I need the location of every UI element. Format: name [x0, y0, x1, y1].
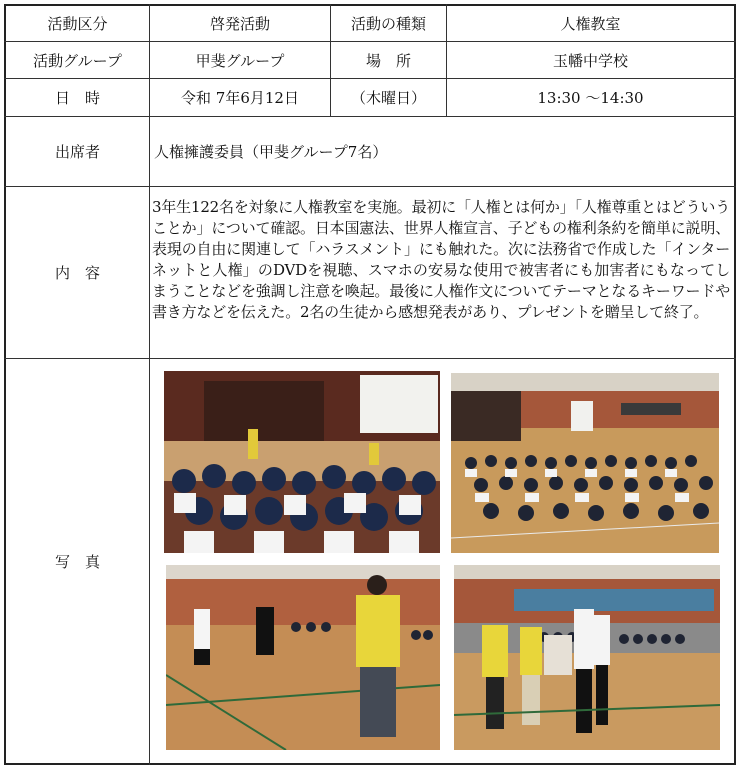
- time-value: 13:30 ～14:30: [537, 89, 644, 107]
- content-label: 内 容: [54, 264, 100, 282]
- group-value: 甲斐グループ: [195, 51, 285, 70]
- group-label: 活動グループ: [33, 51, 122, 70]
- attendees-value: 人権擁護委員（甲斐グループ7名）: [154, 143, 388, 161]
- type-value: 人権教室: [560, 15, 621, 33]
- weekday-value: （木曜日）: [350, 89, 426, 107]
- content-text: 3年生122名を対象に人権教室を実施。最初に「人権とは何か」「人権尊重とはどういうことか」について確認。日本国憲法、世界人権宣言、子どもの権利条約を簡単に説明、表現の自由に関連して「ハラスメント」にも触れた。次に法務省で作成した「インターネットと人権」のDVDを視聴、スマホの安易な使用で被害者にも加害者にもなってしまうことなどを強調し注意を喚起。最後に人権作文についてテーマとなるキーワードや書き方などを伝えた。2名の生徒から感想発表があり、プレゼントを贈呈して終了。: [152, 198, 730, 321]
- photo-student-presentation: [166, 565, 440, 750]
- place-label: 場 所: [365, 51, 411, 70]
- date-value: 令和 7年6月12日: [181, 89, 299, 107]
- photos-label: 写 真: [54, 552, 100, 571]
- category-value: 啓発活動: [209, 15, 270, 33]
- attendees-label: 出席者: [54, 143, 100, 161]
- photo-stage-assembly: [164, 371, 440, 553]
- category-label: 活動区分: [47, 15, 108, 33]
- photo-gym-students: [451, 373, 719, 553]
- type-label: 活動の種類: [350, 15, 426, 33]
- date-label: 日 時: [54, 89, 100, 107]
- place-value: 玉幡中学校: [552, 51, 628, 70]
- photo-gift-presentation: [454, 565, 720, 750]
